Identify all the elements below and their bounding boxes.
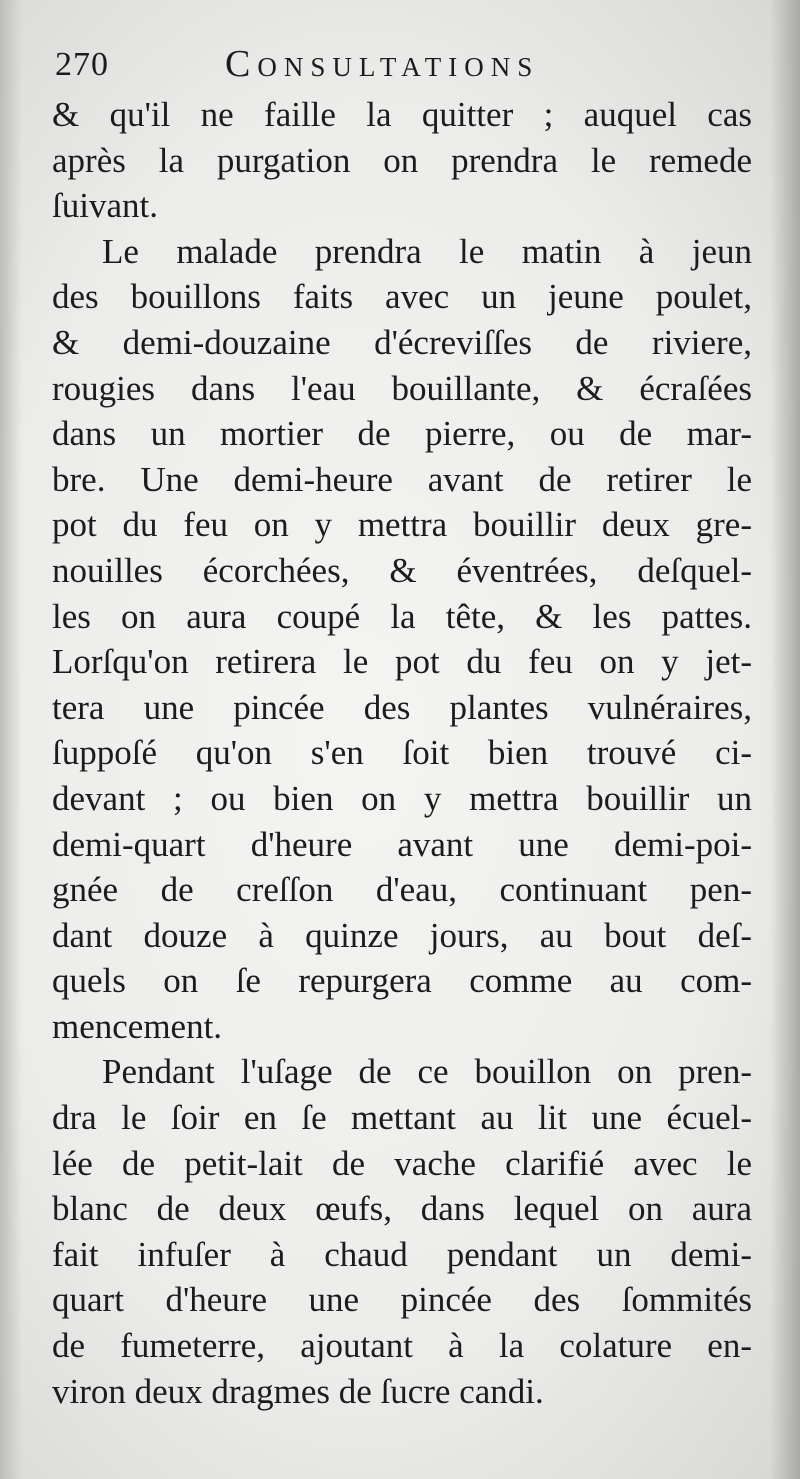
- text-line: demi-quart d'heure avant une demi-poi-: [52, 824, 752, 864]
- text-line: mencement.: [52, 1006, 223, 1046]
- text-line: bre. Une demi-heure avant de retirer le: [52, 459, 752, 499]
- text-line: des bouillons faits avec un jeune poulet,: [52, 277, 752, 317]
- text-line: Le malade prendra le matin à jeun: [102, 231, 752, 271]
- text-line: dans un mortier de pierre, ou de mar-: [52, 414, 752, 454]
- text-line: viron deux dragmes de ſucre candi.: [52, 1371, 544, 1411]
- text-line: & qu'il ne faille la quitter ; auquel cas: [52, 95, 752, 134]
- text-line: & demi-douzaine d'écreviſſes de riviere,: [52, 322, 752, 362]
- text-line: fait infuſer à chaud pendant un demi-: [52, 1234, 752, 1274]
- text-line: rougies dans l'eau bouillante, & écraſées: [52, 368, 752, 408]
- page-edge-shadow: [770, 0, 800, 1479]
- text-line: dant douze à quinze jours, au bout deſ-: [52, 915, 752, 955]
- page-header: [55, 40, 615, 88]
- text-line: Pendant l'uſage de ce bouillon on pren-: [102, 1052, 752, 1092]
- running-head: Consultations: [225, 43, 540, 85]
- text-line: blanc de deux œufs, dans lequel on aura: [52, 1189, 752, 1229]
- text-line: nouilles écorchées, & éventrées, deſquel-: [52, 550, 752, 590]
- text-line: Lorſqu'on retirera le pot du feu on y jet-: [52, 642, 752, 682]
- text-line: pot du feu on y mettra bouillir deux gre-: [52, 505, 752, 545]
- text-line: ſuivant.: [52, 186, 158, 226]
- text-line: gnée de creſſon d'eau, continuant pen-: [52, 870, 752, 910]
- text-line: ſuppoſé qu'on s'en ſoit bien trouvé ci-: [52, 733, 752, 773]
- text-line: devant ; ou bien on y mettra bouillir un: [52, 778, 752, 818]
- page-gutter-shadow: [0, 0, 22, 1479]
- text-line: quart d'heure une pincée des ſommités: [52, 1280, 752, 1320]
- text-line: dra le ſoir en ſe mettant au lit une écuel-: [52, 1098, 752, 1138]
- text-line: après la purgation on prendra le remede: [52, 140, 752, 180]
- page-number: 270: [55, 46, 109, 83]
- text-line: les on aura coupé la tête, & les pattes.: [52, 596, 752, 636]
- body-text: [52, 92, 752, 1414]
- text-line: de fumeterre, ajoutant à la colature en-: [52, 1326, 752, 1366]
- text-line: lée de petit-lait de vache clarifié avec le: [52, 1143, 752, 1183]
- text-line: tera une pincée des plantes vulnéraires,: [52, 687, 752, 727]
- text-line: quels on ſe repurgera comme au com-: [52, 961, 752, 1001]
